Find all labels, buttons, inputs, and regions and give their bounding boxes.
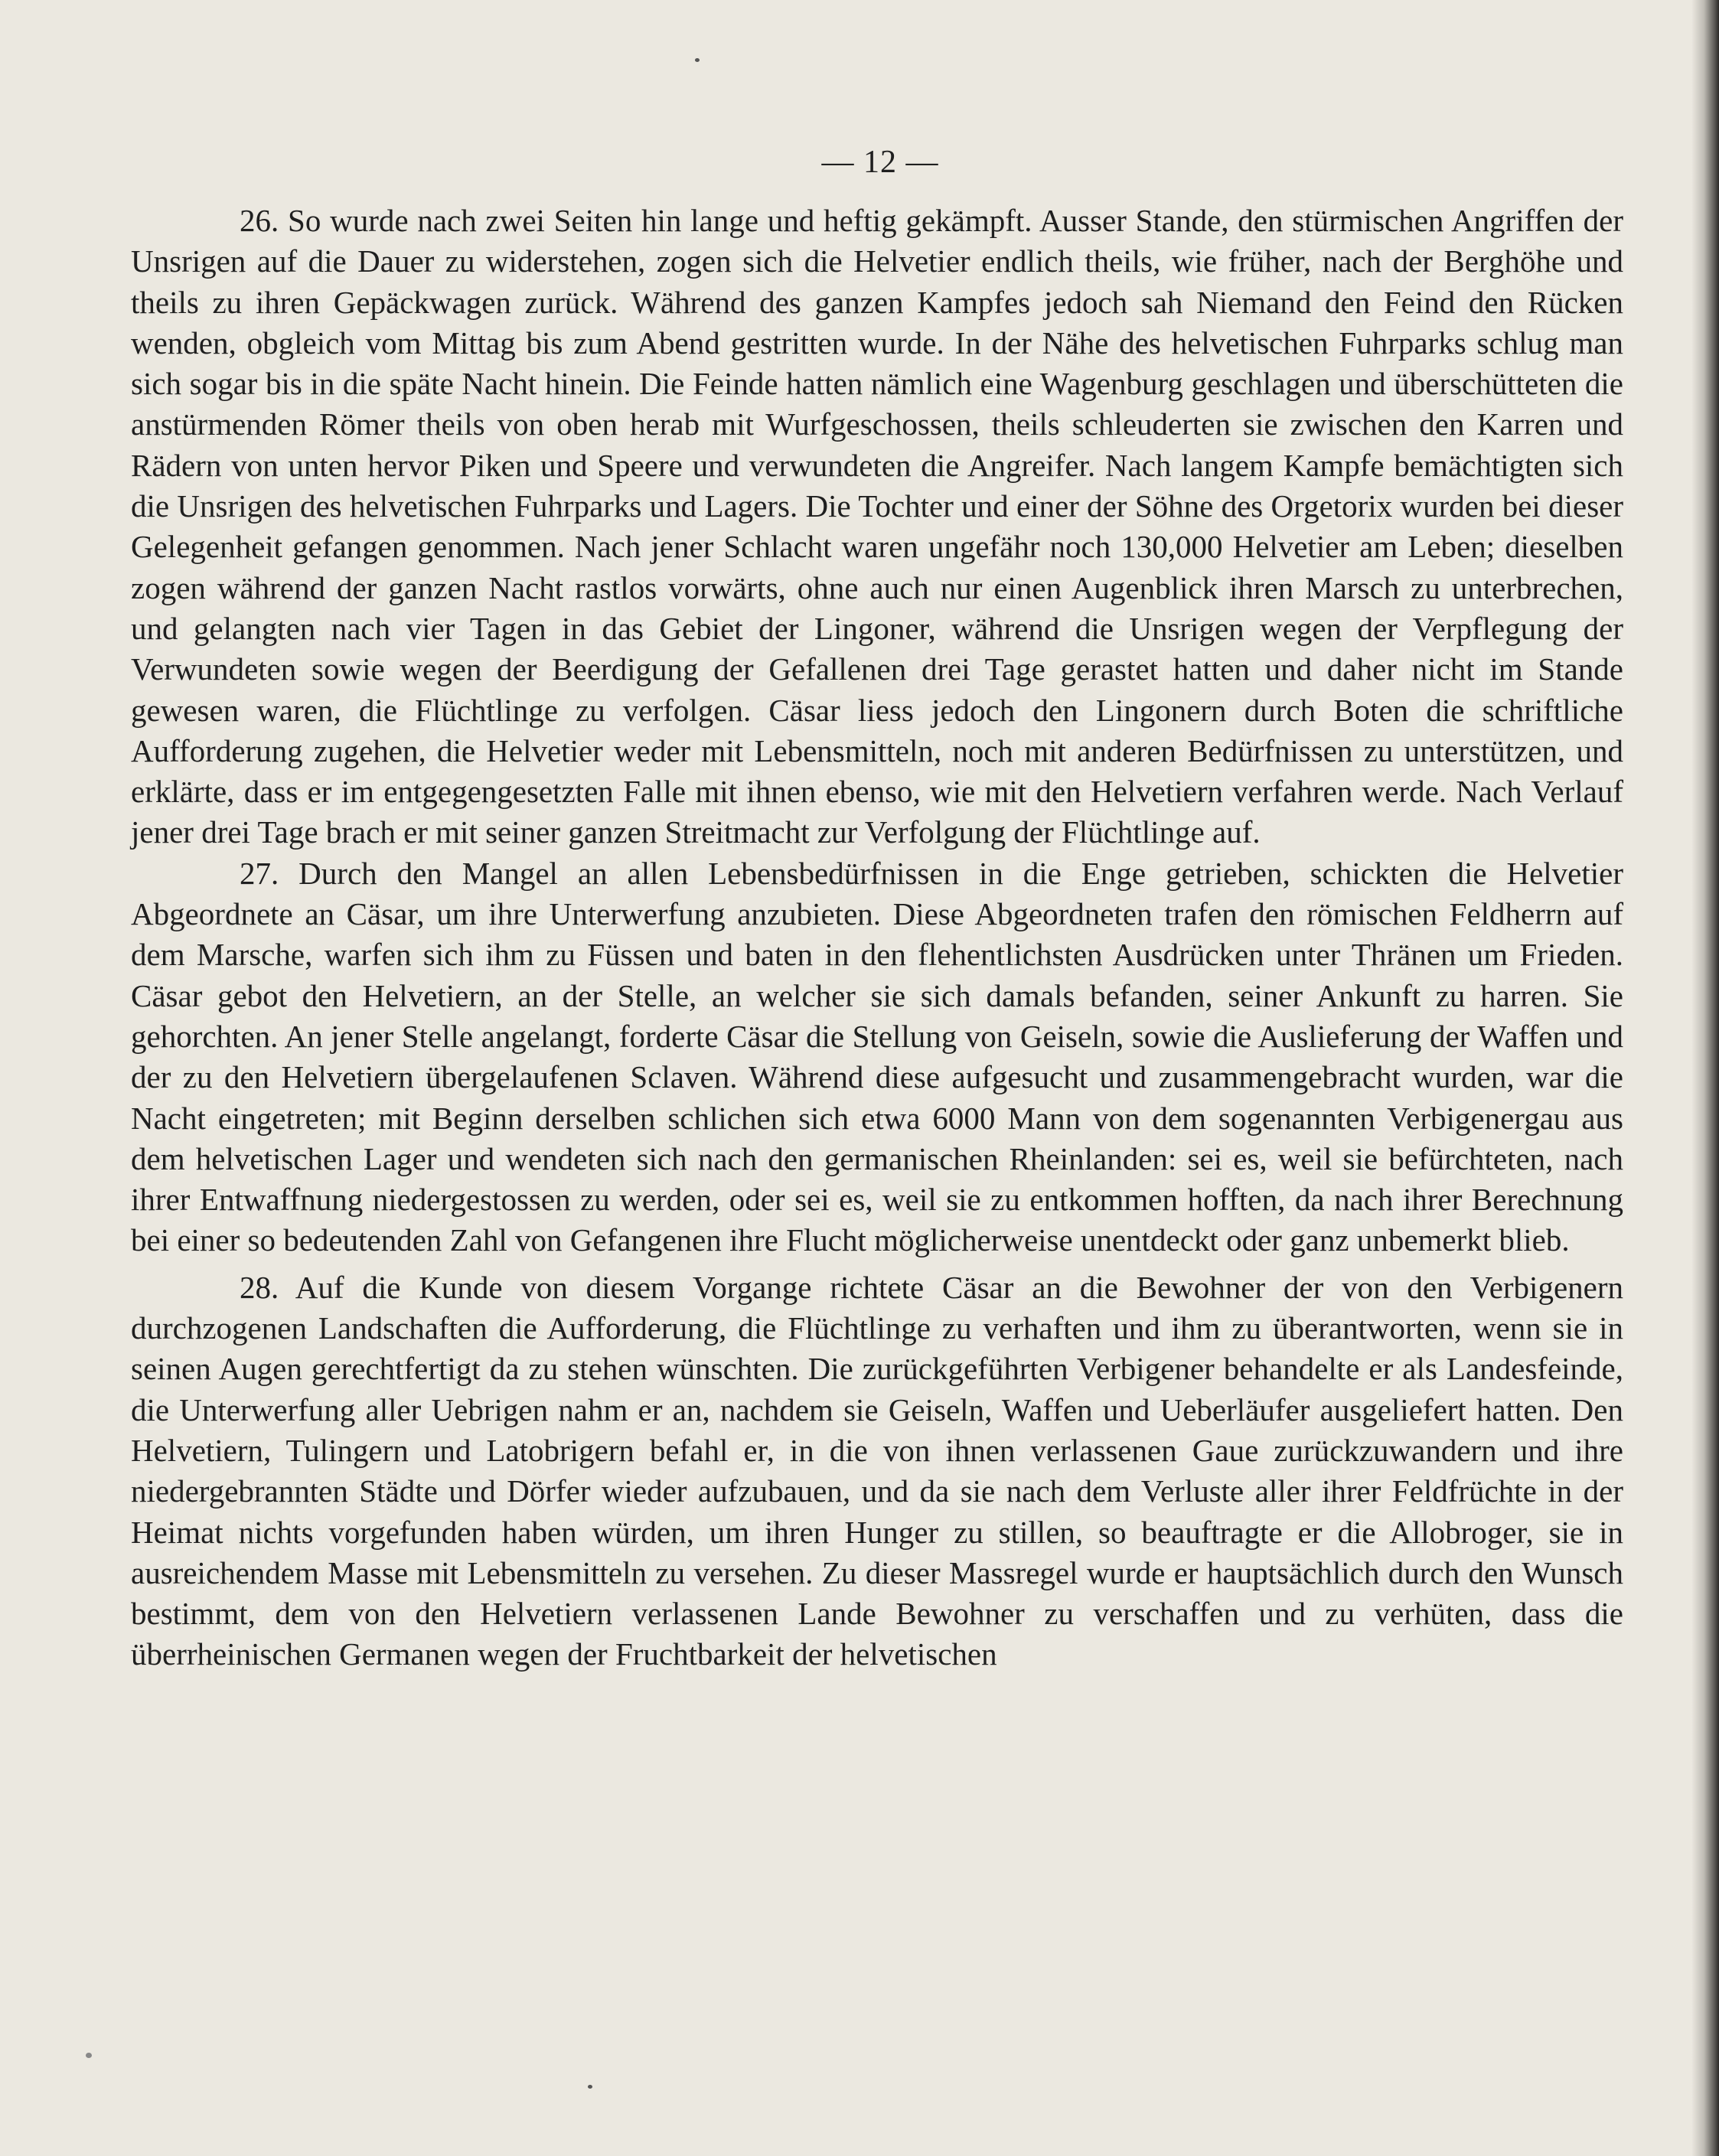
body-text (131, 201, 1623, 1675)
ink-speck (695, 58, 700, 62)
page-number: — 12 — (821, 145, 939, 180)
paragraph-28: 28. Auf die Kunde von diesem Vorgange richtete Cäsar an die Bewohner der von den Verbigenern durchzogenen Landschaften die Aufforderung, die Flüchtlinge zu verhaften und ihm zu überantworten, wenn sie in seinen Augen gerechtfertigt da zu stehen wünschten. Die zurückgeführten Verbigener behandelte er als Landesfeinde, die Unterwerfung aller Uebrigen nahm er an, nachdem sie Geiseln, Waffen und Ueberläufer ausgeliefert hatten. Den Helvetiern, Tulingern und Latobrigern befahl er, in die von ihnen verlassenen Gaue zurückzuwandern und ihre niedergebrannten Städte und Dörfer wieder aufzubauen, und da sie nach dem Verluste aller ihrer Feldfrüchte in der Heimat nichts vorgefunden haben würden, um ihren Hunger zu stillen, so beauftragte er die Allobroger, sie in ausreichendem Masse mit Lebensmitteln zu versehen. Zu dieser Massregel wurde er hauptsächlich durch den Wunsch bestimmt, dem von den Helvetiern verlassenen Lande Bewohner zu verschaffen und zu verhüten, dass die überrheinischen Germanen wegen der Fruchtbarkeit der helvetischen (131, 1269, 1623, 1672)
paragraph-27: 27. Durch den Mangel an allen Lebensbedürfnissen in die Enge getrieben, schickten die Helvetier Abgeordnete an Cäsar, um ihre Unterwerfung anzubieten. Diese Abgeordneten trafen den römischen Feldherrn auf dem Marsche, warfen sich ihm zu Füssen und baten in den flehentlichsten Ausdrücken unter Thränen um Frieden. Cäsar gebot den Helvetiern, an der Stelle, an welcher sie sich damals befanden, seiner Ankunft zu harren. Sie gehorchten. An jener Stelle angelangt, forderte Cäsar die Stellung von Geiseln, sowie die Auslieferung der Waffen und der zu den Helvetiern übergelaufenen Sclaven. Während diese aufgesucht und zusammengebracht wurden, war die Nacht eingetreten; mit Beginn derselben schlichen sich etwa 6000 Mann von dem sogenannten Verbigenergau aus dem helvetischen Lager und wendeten sich nach den germanischen Rheinlanden: sei es, weil sie befürchteten, nach ihrer Entwaffnung niedergestossen zu werden, oder sei es, weil sie zu entkommen hofften, da nach ihrer Berechnung bei einer so bedeutenden Zahl von Gefangenen ihre Flucht möglicherweise unentdeckt oder ganz unbemerkt blieb. (131, 855, 1623, 1258)
ink-speck (86, 2053, 92, 2058)
paragraph-26: 26. So wurde nach zwei Seiten hin lange und heftig gekämpft. Ausser Stande, den stürmischen Angriffen der Unsrigen auf die Dauer zu widerstehen, zogen sich die Helvetier endlich theils, wie früher, nach der Berghöhe und theils zu ihren Gepäckwagen zurück. Während des ganzen Kampfes jedoch sah Niemand den Feind den Rücken wenden, obgleich vom Mittag bis zum Abend gestritten wurde. In der Nähe des helvetischen Fuhrparks schlug man sich sogar bis in die späte Nacht hinein. Die Feinde hatten nämlich eine Wagenburg geschlagen und überschütteten die anstürmenden Römer theils von oben herab mit Wurfgeschossen, theils schleuderten sie zwischen den Karren und Rädern von unten hervor Piken und Speere und verwundeten die Angreifer. Nach langem Kampfe bemächtigten sich die Unsrigen des helvetischen Fuhrparks und Lagers. Die Tochter und einer der Söhne des Orgetorix wurden bei dieser Gelegenheit gefangen genommen. Nach jener Schlacht waren ungefähr noch 130,000 Helvetier am Leben; dieselben zogen während der ganzen Nacht rastlos vorwärts, ohne auch nur einen Augenblick ihren Marsch zu unterbrechen, und gelangten nach vier Tagen in das Gebiet der Lingoner, während die Unsrigen wegen der Verpflegung der Verwundeten sowie wegen der Beerdigung der Gefallenen drei Tage gerastet hatten und daher nicht im Stande gewesen waren, die Flüchtlinge zu verfolgen. Cäsar liess jedoch den Lingonern durch Boten die schriftliche Aufforderung zugehen, die Helvetier weder mit Lebensmitteln, noch mit anderen Bedürfnissen zu unterstützen, und erklärte, dass er im entgegengesetzten Falle mit ihnen ebenso, wie mit den Helvetiern verfahren werde. Nach Verlauf jener drei Tage brach er mit seiner ganzen Streitmacht zur Verfolgung der Flüchtlinge auf. (131, 203, 1623, 850)
page-edge-shadow (1691, 0, 1719, 2156)
ink-speck (588, 2085, 592, 2089)
